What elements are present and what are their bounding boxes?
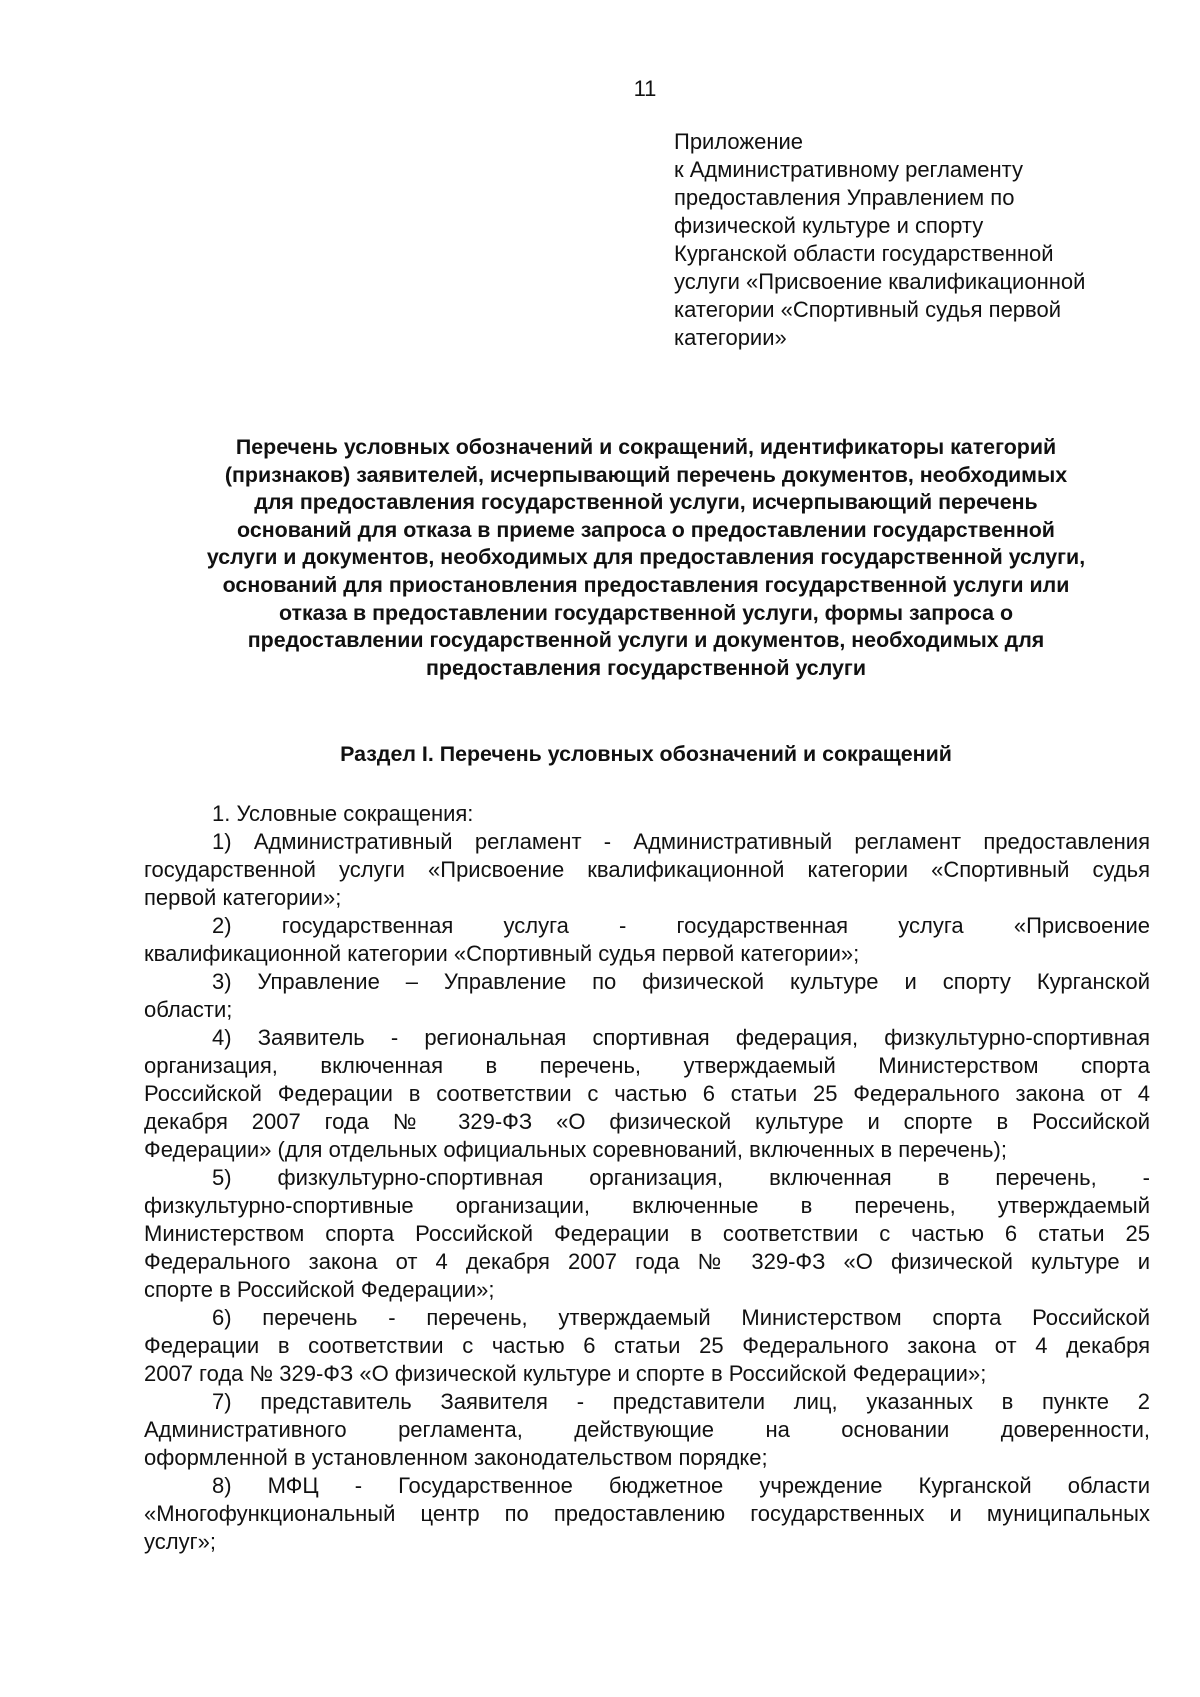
body-line: первой категории»; [144, 885, 342, 910]
body-line: Административного регламента, действующие на основании доверенности, [144, 1417, 1150, 1442]
body-line: 2) государственная услуга - государственная услуга «Присвоение [212, 913, 1150, 938]
appendix-line: Курганской области государственной [674, 241, 1054, 266]
body-line: 4) Заявитель - региональная спортивная федерация, физкультурно-спортивная [212, 1025, 1150, 1050]
body-line: физкультурно-спортивные организации, включенные в перечень, утверждаемый [144, 1193, 1150, 1218]
appendix-line: Приложение [674, 129, 804, 154]
title-line: отказа в предоставлении государственной услуги, формы запроса о [278, 600, 1014, 625]
body-line: 7) представитель Заявителя - представители лиц, указанных в пункте 2 [212, 1389, 1150, 1414]
body-line: квалификационной категории «Спортивный судья первой категории»; [144, 941, 860, 966]
body-line: 8) МФЦ - Государственное бюджетное учреждение Курганской области [212, 1473, 1150, 1498]
appendix-line: услуги «Присвоение квалификационной [674, 269, 1086, 294]
body-line: 3) Управление – Управление по физической культуре и спорту Курганской [212, 969, 1150, 994]
title-line: оснований для приостановления предоставления государственной услуги или [222, 572, 1070, 597]
title-line: предоставления государственной услуги [426, 655, 866, 680]
body-line: Федерального закона от 4 декабря 2007 года № 329-ФЗ «О физической культуре и [144, 1249, 1150, 1274]
title-line: (признаков) заявителей, исчерпывающий перечень документов, необходимых [224, 462, 1068, 487]
title-line: услуги и документов, необходимых для предоставления государственной услуги, [206, 545, 1086, 570]
body-line: Федерации» (для отдельных официальных соревнований, включенных в перечень); [144, 1137, 1007, 1162]
body-line: Российской Федерации в соответствии с частью 6 статьи 25 Федерального закона от 4 [144, 1081, 1150, 1106]
appendix-line: категории» [674, 325, 787, 350]
body-line: Федерации в соответствии с частью 6 статьи 25 Федерального закона от 4 декабря [144, 1333, 1150, 1358]
page-number: 11 [633, 76, 657, 101]
body-line: Министерством спорта Российской Федерации в соответствии с частью 6 статьи 25 [144, 1221, 1150, 1246]
body-line: «Многофункциональный центр по предоставлению государственных и муниципальных [144, 1501, 1150, 1526]
appendix-line: предоставления Управлением по [674, 185, 1015, 210]
body-line: услуг»; [144, 1529, 216, 1554]
title-line: Перечень условных обозначений и сокращений, идентификаторы категорий [235, 435, 1057, 459]
body-line: государственной услуги «Присвоение квалификационной категории «Спортивный судья [144, 857, 1150, 882]
title-line: оснований для отказа в приеме запроса о предоставлении государственной [237, 517, 1055, 542]
body-line: 6) перечень - перечень, утверждаемый Министерством спорта Российской [212, 1305, 1150, 1330]
body-line: 1. Условные сокращения: [212, 801, 474, 826]
appendix-line: к Административному регламенту [674, 157, 1024, 182]
body-line: организация, включенная в перечень, утверждаемый Министерством спорта [144, 1053, 1150, 1078]
body-line: области; [144, 997, 233, 1022]
appendix-block [674, 128, 1174, 352]
body-line: 5) физкультурно-спортивная организация, включенная в перечень, - [212, 1165, 1150, 1190]
body-line: декабря 2007 года № 329-ФЗ «О физической культуре и спорте в Российской [144, 1109, 1150, 1134]
title-line: для предоставления государственной услуги, исчерпывающий перечень [254, 490, 1038, 515]
body-line: оформленной в установленном законодательством порядке; [144, 1445, 768, 1470]
section-heading: Раздел I. Перечень условных обозначений и сокращений [340, 742, 952, 766]
appendix-line: категории «Спортивный судья первой [674, 297, 1062, 322]
body-line: 2007 года № 329-ФЗ «О физической культуре и спорте в Российской Федерации»; [144, 1361, 987, 1386]
appendix-line: физической культуре и спорту [674, 213, 984, 238]
body-text [144, 800, 1150, 1556]
document-title [140, 434, 1152, 682]
body-line: 1) Административный регламент - Административный регламент предоставления [212, 829, 1150, 854]
title-line: предоставлении государственной услуги и документов, необходимых для [247, 628, 1045, 653]
body-line: спорте в Российской Федерации»; [144, 1277, 495, 1302]
